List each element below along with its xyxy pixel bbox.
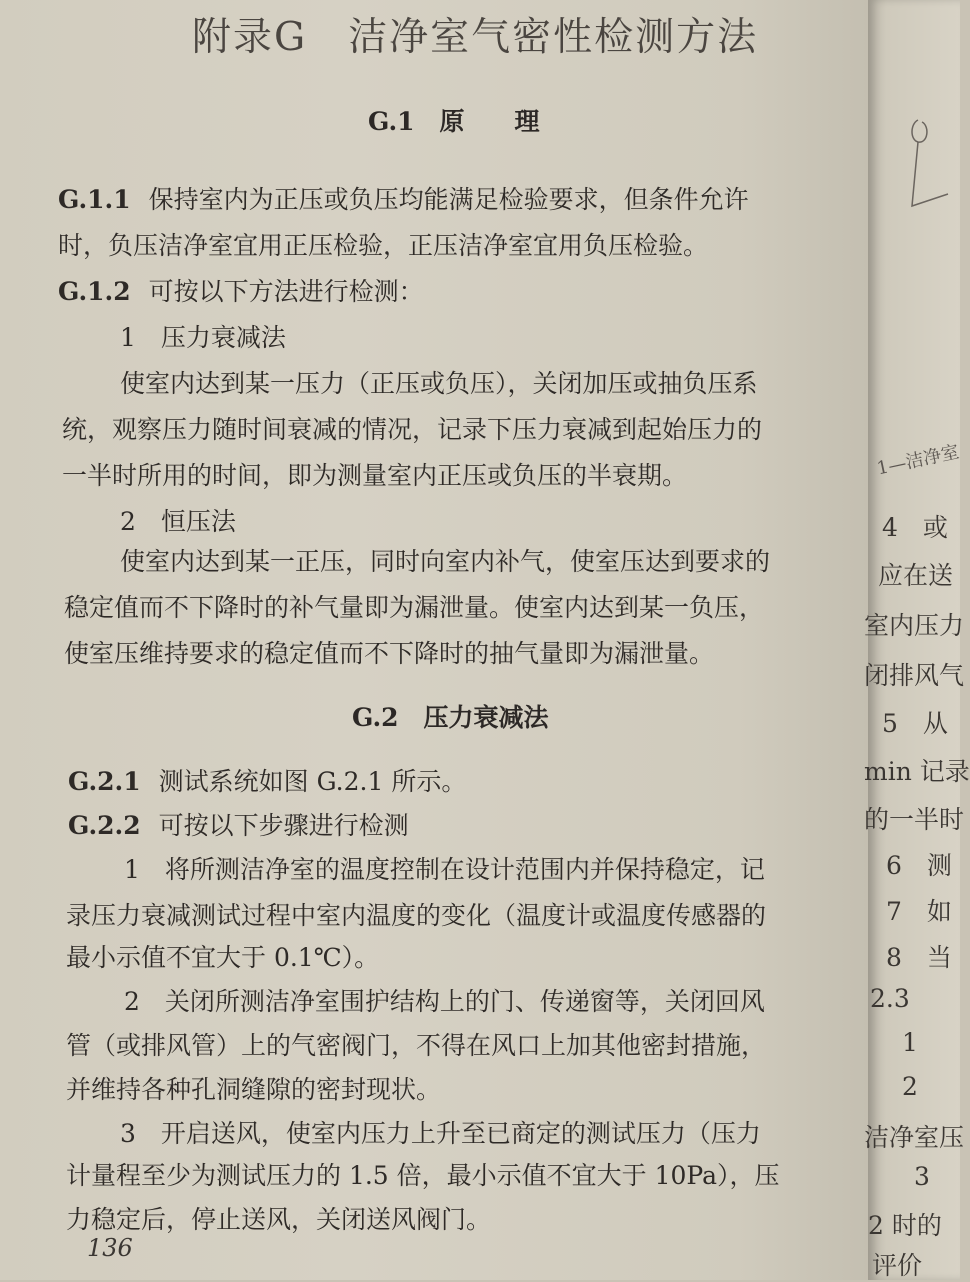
clause-number: G.2.2: [68, 811, 141, 840]
right-text: 洁净室压: [864, 1123, 965, 1152]
text-line: 最小示值不宜大于 0.1℃）。: [66, 943, 380, 972]
right-text: 室内压力: [864, 611, 965, 640]
clause-text: 可按以下步骤进行检测: [158, 811, 409, 840]
text-line: 使室内达到某一压力（正压或负压），关闭加压或抽负压系: [120, 369, 758, 398]
right-text: 的一半时: [864, 805, 965, 834]
right-text: 应在送: [878, 561, 954, 590]
text-line: 管（或排风管）上的气密阀门，不得在风口上加其他密封措施，: [66, 1031, 767, 1060]
figure-sketch: [888, 110, 958, 220]
clause-text: 可按以下方法进行检测：: [148, 277, 424, 306]
clause-text: 测试系统如图 G.2.1 所示。: [158, 767, 467, 796]
text-line: 计量程至少为测试压力的 1.5 倍，最小示值不宜大于 10Pa），压: [66, 1161, 780, 1190]
right-text: 3: [914, 1162, 930, 1191]
figure-label: 1—洁净室: [875, 441, 962, 480]
clause-g-1-2: [58, 272, 424, 308]
text-line: 时，负压洁净室宜用正压检验，正压洁净室宜用负压检验。: [58, 231, 709, 260]
right-text: min 记录: [864, 757, 970, 786]
text-line: 使室内达到某一正压，同时向室内补气，使室压达到要求的: [120, 547, 771, 576]
right-text: 2: [902, 1072, 918, 1101]
section-g2-title: G.2 压力衰减法: [352, 703, 549, 732]
right-text: 6 测: [886, 851, 952, 880]
text-line: 力稳定后，停止送风，关闭送风阀门。: [66, 1205, 492, 1234]
text-line: 2 关闭所测洁净室围护结构上的门、传递窗等，关闭回风: [124, 987, 765, 1016]
right-text: 5 从: [882, 709, 948, 738]
right-text: 4 或: [882, 513, 948, 542]
item-heading: 1 压力衰减法: [120, 323, 286, 352]
text-line: 3 开启送风，使室内压力上升至已商定的测试压力（压力: [120, 1119, 761, 1148]
clause-number: G.1.1: [58, 185, 131, 214]
right-text: 评价: [872, 1251, 923, 1280]
clause-number: G.2.1: [68, 767, 141, 796]
right-text: 2 时的: [868, 1211, 942, 1240]
clause-g-2-2: [68, 806, 409, 842]
right-text: 2.3: [870, 984, 910, 1013]
right-page: [864, 0, 970, 1280]
item-heading: 2 恒压法: [120, 507, 236, 536]
right-text: 8 当: [886, 943, 952, 972]
text-line: 录压力衰减测试过程中室内温度的变化（温度计或温度传感器的: [66, 901, 767, 930]
text-line: 统，观察压力随时间衰减的情况，记录下压力衰减到起始压力的: [62, 415, 763, 444]
text-line: 一半时所用的时间，即为测量室内正压或负压的半衰期。: [62, 461, 688, 490]
text-line: 并维持各种孔洞缝隙的密封现状。: [66, 1075, 442, 1104]
appendix-title: 附录G 洁净室气密性检测方法: [192, 15, 759, 60]
text-line: 1 将所测洁净室的温度控制在设计范围内并保持稳定，记: [124, 855, 765, 884]
section-g1-title: G.1 原 理: [368, 107, 540, 136]
page-number: 136: [87, 1234, 133, 1262]
clause-g-1-1: [58, 180, 749, 216]
right-text: 闭排风气: [864, 661, 965, 690]
clause-text: 保持室内为正压或负压均能满足检验要求，但条件允许: [148, 185, 749, 214]
clause-number: G.1.2: [58, 277, 131, 306]
text-line: 稳定值而不下降时的补气量即为漏泄量。使室内达到某一负压，: [64, 593, 765, 622]
right-text: 7 如: [886, 897, 952, 926]
text-line: 使室压维持要求的稳定值而不下降时的抽气量即为漏泄量。: [64, 639, 715, 668]
clause-g-2-1: [68, 762, 466, 798]
right-text: 1: [902, 1028, 918, 1057]
